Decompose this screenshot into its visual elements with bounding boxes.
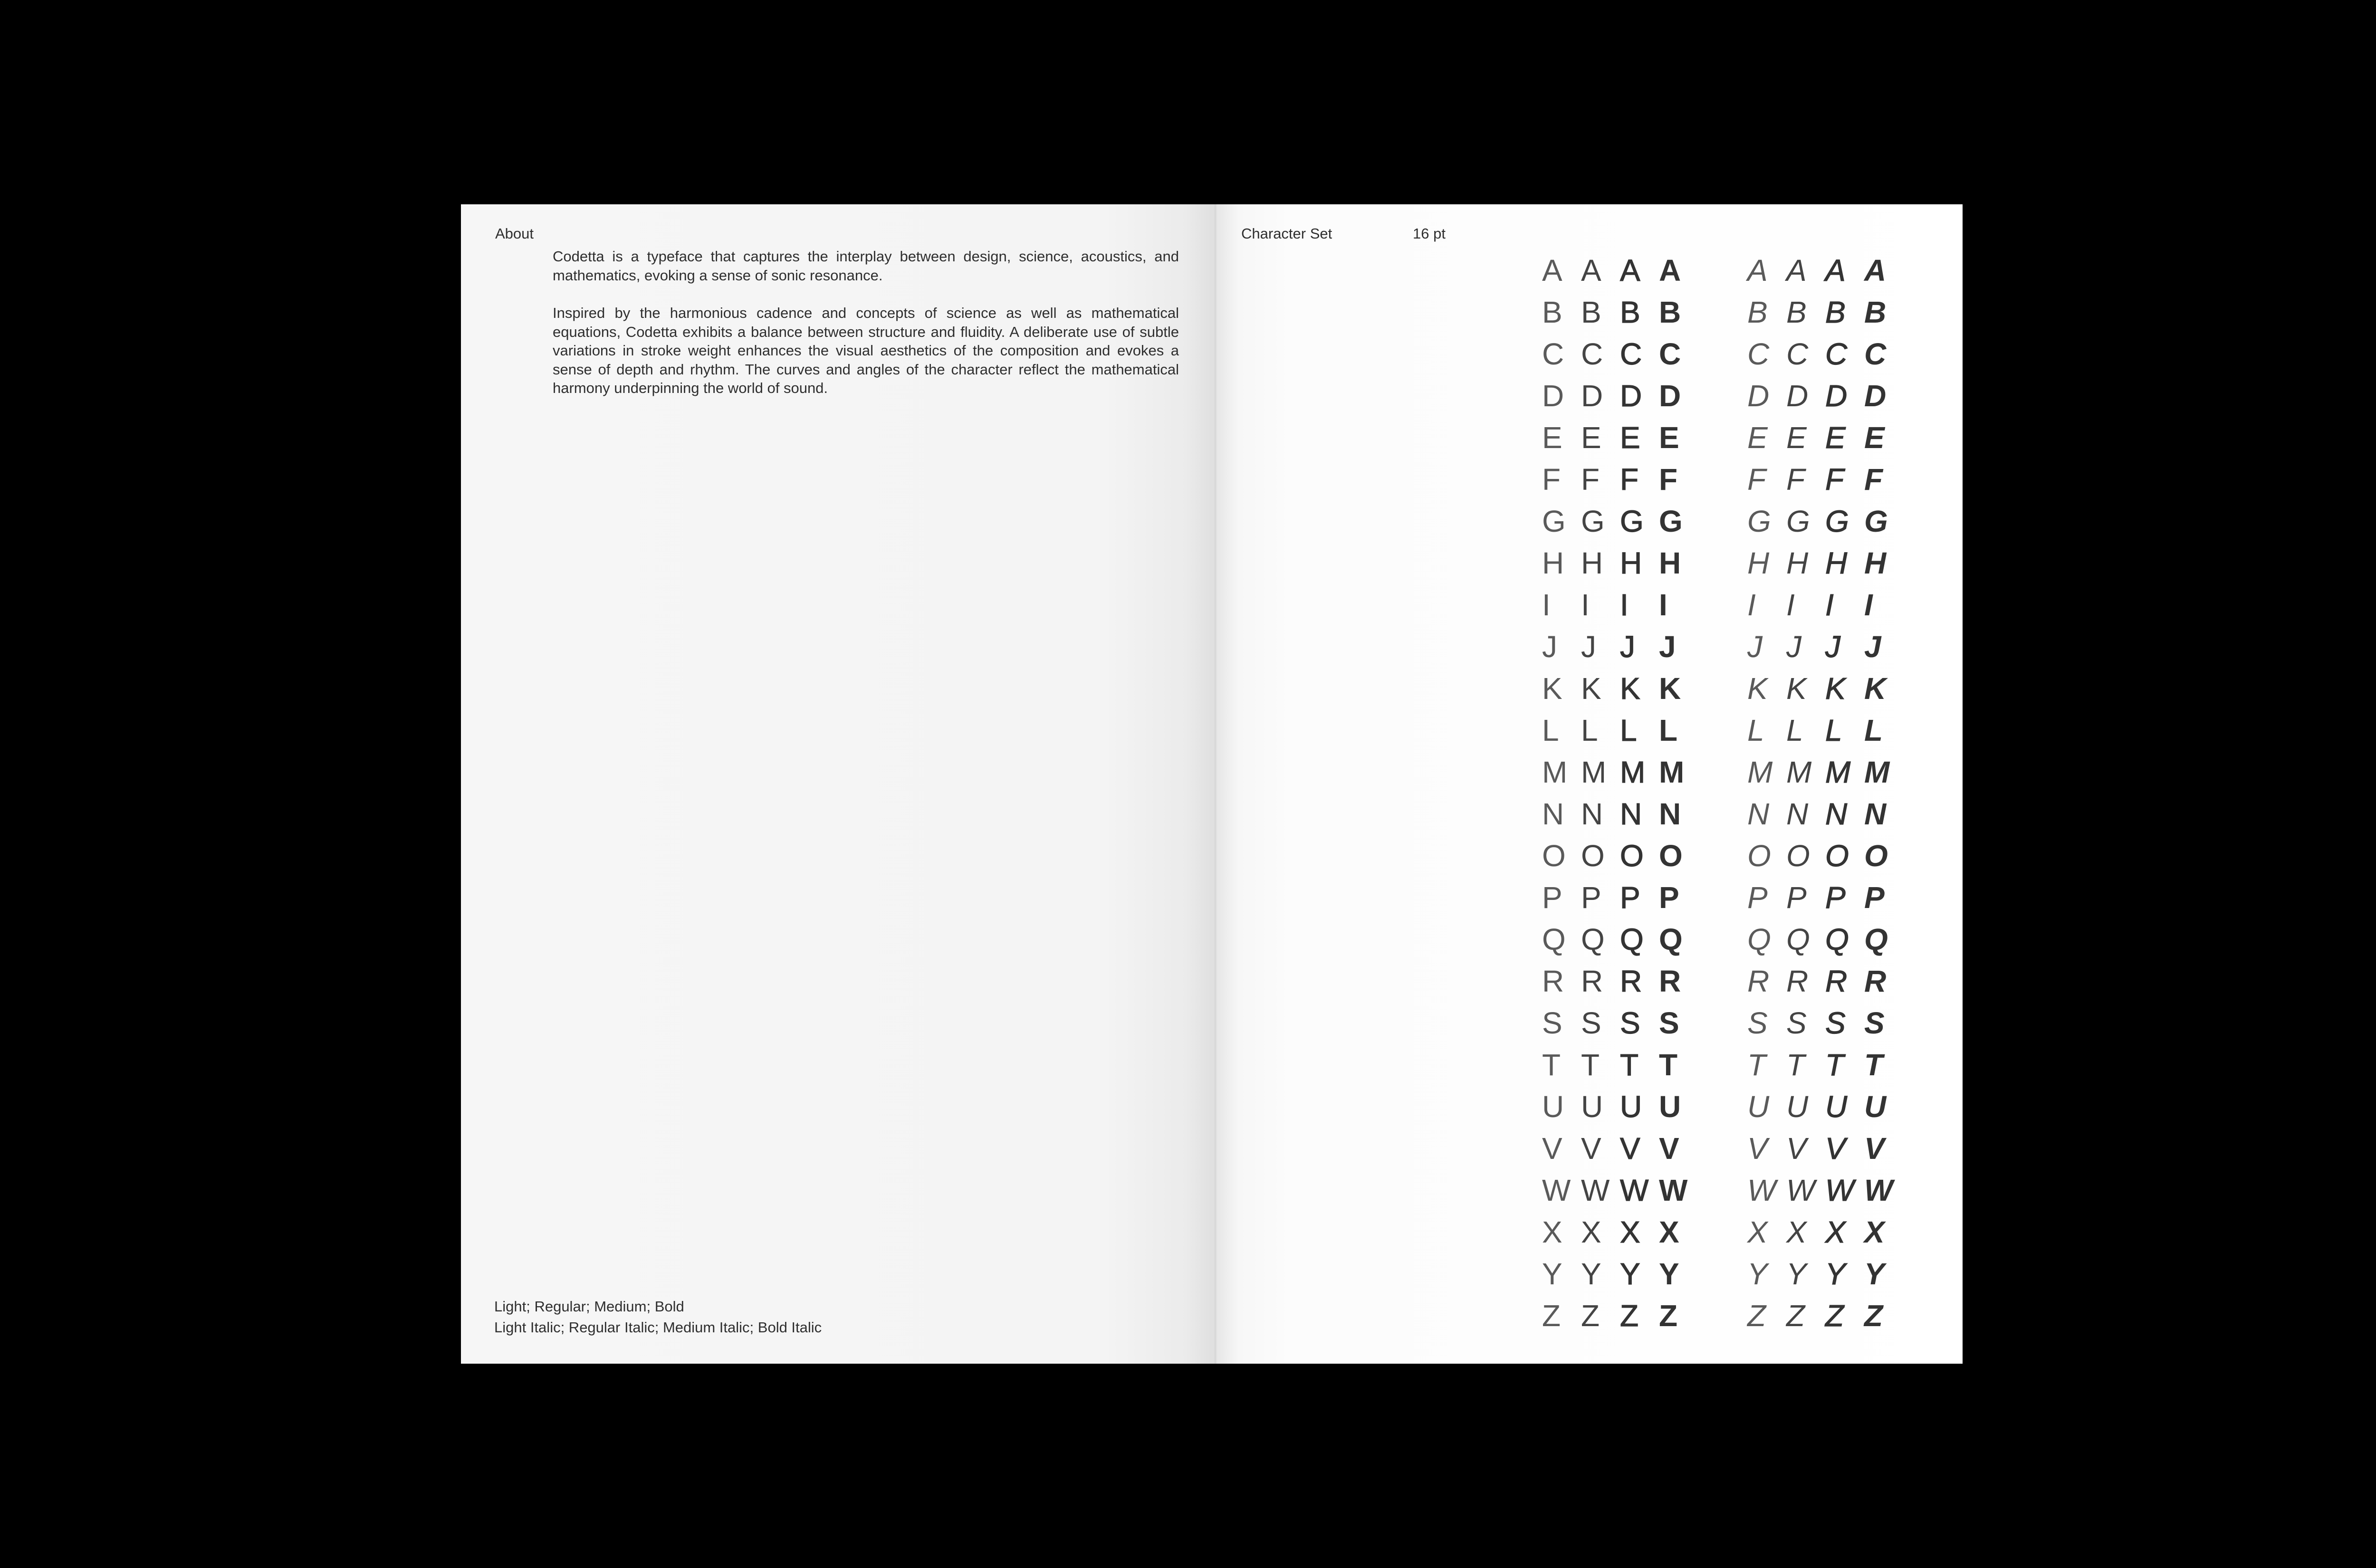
glyph-upright-regular: J <box>1581 630 1596 664</box>
glyph-italic-light: D <box>1747 379 1770 413</box>
upright-glyph-row <box>1542 1211 1698 1253</box>
glyph-italic-regular: O <box>1786 839 1810 873</box>
glyph-italic-bold: D <box>1864 379 1887 413</box>
glyph-italic-bold: N <box>1864 797 1887 831</box>
glyph-upright-light: R <box>1542 964 1564 998</box>
glyph-italic-light: R <box>1747 964 1770 998</box>
italic-glyph-row <box>1747 1253 1903 1295</box>
glyph-italic-bold: X <box>1864 1215 1885 1249</box>
glyph-upright-bold: I <box>1659 588 1667 622</box>
glyph-italic-regular: I <box>1786 588 1795 622</box>
upright-glyph-row <box>1542 1295 1698 1337</box>
glyph-italic-medium: X <box>1825 1215 1846 1249</box>
glyph-upright-regular: T <box>1581 1048 1600 1082</box>
glyph-upright-light: V <box>1542 1131 1562 1166</box>
glyph-upright-regular: L <box>1581 713 1598 747</box>
glyph-upright-medium: I <box>1620 588 1629 622</box>
glyph-italic-light: W <box>1747 1173 1776 1207</box>
glyph-upright-bold: Q <box>1659 922 1683 956</box>
glyph-italic-regular: N <box>1786 797 1809 831</box>
glyph-upright-light: N <box>1542 797 1564 831</box>
upright-glyph-row <box>1542 584 1698 626</box>
glyph-italic-medium: C <box>1825 337 1848 371</box>
glyph-upright-light: B <box>1542 295 1562 329</box>
glyph-upright-bold: D <box>1659 379 1681 413</box>
upright-glyph-row <box>1542 417 1698 459</box>
glyph-italic-medium: D <box>1825 379 1848 413</box>
glyph-upright-bold: P <box>1659 880 1679 915</box>
glyph-italic-medium: P <box>1825 880 1846 915</box>
glyph-upright-regular: A <box>1581 253 1601 287</box>
glyph-italic-medium: Q <box>1825 922 1849 956</box>
glyph-upright-medium: B <box>1620 295 1640 329</box>
glyph-italic-regular: Y <box>1786 1257 1807 1291</box>
glyph-italic-medium: O <box>1825 839 1849 873</box>
upright-glyph-row <box>1542 1044 1698 1086</box>
glyph-italic-bold: H <box>1864 546 1887 580</box>
glyph-upright-light: P <box>1542 880 1562 915</box>
glyph-upright-regular: G <box>1581 504 1605 538</box>
glyph-italic-bold: S <box>1864 1006 1885 1040</box>
italic-glyph-row <box>1747 375 1903 417</box>
glyph-upright-bold: T <box>1659 1048 1678 1082</box>
glyph-upright-bold: V <box>1659 1131 1679 1166</box>
glyph-upright-light: W <box>1542 1173 1571 1207</box>
glyph-italic-bold: Q <box>1864 922 1888 956</box>
upright-glyph-row <box>1542 835 1698 877</box>
glyph-italic-light: L <box>1747 713 1764 747</box>
upright-glyph-row <box>1542 709 1698 751</box>
glyph-upright-regular: R <box>1581 964 1603 998</box>
glyph-italic-medium: S <box>1825 1006 1846 1040</box>
glyph-upright-medium: Y <box>1620 1257 1640 1291</box>
italic-glyph-row <box>1747 249 1903 291</box>
glyph-upright-regular: U <box>1581 1090 1603 1124</box>
glyph-italic-medium: R <box>1825 964 1848 998</box>
glyph-upright-light: L <box>1542 713 1559 747</box>
glyph-italic-bold: T <box>1864 1048 1883 1082</box>
glyph-upright-medium: J <box>1620 630 1635 664</box>
glyph-upright-medium: K <box>1620 671 1640 706</box>
glyph-upright-regular: O <box>1581 839 1605 873</box>
glyph-italic-bold: I <box>1864 588 1873 622</box>
glyph-italic-medium: U <box>1825 1090 1848 1124</box>
glyph-italic-bold: M <box>1864 755 1890 789</box>
glyph-upright-regular: M <box>1581 755 1607 789</box>
upright-glyph-row <box>1542 1253 1698 1295</box>
glyph-italic-medium: E <box>1825 421 1846 455</box>
glyph-italic-regular: S <box>1786 1006 1807 1040</box>
glyph-upright-bold: J <box>1659 630 1676 664</box>
italic-glyph-row <box>1747 751 1903 793</box>
glyph-upright-light: D <box>1542 379 1564 413</box>
glyph-upright-bold: U <box>1659 1090 1681 1124</box>
glyph-italic-light: Y <box>1747 1257 1768 1291</box>
glyph-italic-regular: V <box>1786 1131 1807 1166</box>
glyph-upright-medium: E <box>1620 421 1640 455</box>
italic-glyph-row <box>1747 1002 1903 1044</box>
italic-glyph-row <box>1747 584 1903 626</box>
upright-glyph-row <box>1542 1086 1698 1128</box>
glyph-italic-medium: W <box>1825 1173 1854 1207</box>
glyph-upright-regular: F <box>1581 462 1600 497</box>
glyph-upright-regular: C <box>1581 337 1603 371</box>
glyph-upright-light: F <box>1542 462 1561 497</box>
glyph-italic-light: S <box>1747 1006 1768 1040</box>
italic-glyph-row <box>1747 291 1903 333</box>
glyph-upright-light: I <box>1542 588 1551 622</box>
glyph-upright-medium: H <box>1620 546 1642 580</box>
glyph-upright-medium: F <box>1620 462 1639 497</box>
about-text <box>553 247 1179 417</box>
glyph-upright-light: Q <box>1542 922 1566 956</box>
glyph-italic-medium: Y <box>1825 1257 1846 1291</box>
glyph-upright-light: C <box>1542 337 1564 371</box>
book-spread <box>461 204 1963 1364</box>
glyph-upright-medium: D <box>1620 379 1642 413</box>
glyph-upright-light: T <box>1542 1048 1561 1082</box>
glyph-upright-light: A <box>1542 253 1562 287</box>
glyph-upright-bold: K <box>1659 671 1681 706</box>
glyph-upright-regular: B <box>1581 295 1601 329</box>
italic-glyph-row <box>1747 1086 1903 1128</box>
glyph-upright-bold: A <box>1659 253 1681 287</box>
glyph-upright-bold: L <box>1659 713 1678 747</box>
italic-glyph-row <box>1747 877 1903 918</box>
glyph-italic-regular: C <box>1786 337 1809 371</box>
glyph-italic-bold: B <box>1864 295 1887 329</box>
glyph-italic-light: O <box>1747 839 1771 873</box>
glyph-upright-medium: G <box>1620 504 1644 538</box>
about-paragraph-2: Inspired by the harmonious cadence and concepts of science as well as mathematical equations, Codetta exhibits a balance between structure and fluidity. A deliberate use of subtle variations in stroke weight enhances the visual aesthetics of the composition and evokes a sense of depth and rhythm. The curves and angles of the character reflect the mathematical harmony underpinning the world of sound. <box>553 305 1179 396</box>
upright-glyph-row <box>1542 1169 1698 1211</box>
glyph-italic-medium: B <box>1825 295 1846 329</box>
upright-glyph-row <box>1542 333 1698 375</box>
glyph-italic-regular: Q <box>1786 922 1810 956</box>
glyph-italic-regular: J <box>1786 630 1801 664</box>
italic-glyph-row <box>1747 668 1903 709</box>
glyph-upright-regular: N <box>1581 797 1603 831</box>
glyph-italic-bold: C <box>1864 337 1887 371</box>
italic-glyph-grid <box>1747 249 1903 1337</box>
italic-glyph-row <box>1747 1211 1903 1253</box>
glyph-italic-bold: Z <box>1864 1299 1883 1333</box>
glyph-italic-regular: U <box>1786 1090 1809 1124</box>
glyph-italic-medium: Z <box>1825 1299 1844 1333</box>
glyph-italic-medium: I <box>1825 588 1834 622</box>
glyph-italic-light: B <box>1747 295 1768 329</box>
glyph-upright-medium: N <box>1620 797 1642 831</box>
glyph-italic-light: C <box>1747 337 1770 371</box>
glyph-upright-bold: Y <box>1659 1257 1679 1291</box>
glyph-italic-regular: R <box>1786 964 1809 998</box>
glyph-upright-regular: W <box>1581 1173 1610 1207</box>
glyph-upright-regular: Z <box>1581 1299 1600 1333</box>
upright-glyph-row <box>1542 918 1698 960</box>
glyph-upright-light: J <box>1542 630 1557 664</box>
glyph-italic-regular: A <box>1786 253 1807 287</box>
glyph-upright-regular: K <box>1581 671 1601 706</box>
glyph-upright-regular: X <box>1581 1215 1601 1249</box>
italic-glyph-row <box>1747 793 1903 835</box>
glyph-upright-bold: W <box>1659 1173 1688 1207</box>
glyph-italic-light: E <box>1747 421 1768 455</box>
glyph-upright-bold: H <box>1659 546 1681 580</box>
glyph-upright-medium: C <box>1620 337 1642 371</box>
upright-glyph-row <box>1542 751 1698 793</box>
glyph-italic-bold: L <box>1864 713 1883 747</box>
glyph-upright-medium: V <box>1620 1131 1640 1166</box>
glyph-italic-bold: A <box>1864 253 1887 287</box>
glyph-italic-regular: P <box>1786 880 1807 915</box>
glyph-italic-light: N <box>1747 797 1770 831</box>
italic-glyph-row <box>1747 1295 1903 1337</box>
glyph-italic-medium: J <box>1825 630 1840 664</box>
upright-glyph-row <box>1542 668 1698 709</box>
glyph-upright-regular: D <box>1581 379 1603 413</box>
glyph-italic-medium: N <box>1825 797 1848 831</box>
glyph-italic-regular: T <box>1786 1048 1805 1082</box>
upright-glyph-row <box>1542 626 1698 668</box>
italic-glyph-row <box>1747 500 1903 542</box>
glyph-italic-medium: A <box>1825 253 1846 287</box>
glyph-upright-bold: B <box>1659 295 1681 329</box>
italic-glyph-row <box>1747 709 1903 751</box>
glyph-upright-bold: O <box>1659 839 1683 873</box>
glyph-italic-bold: V <box>1864 1131 1885 1166</box>
glyph-italic-light: X <box>1747 1215 1768 1249</box>
glyph-upright-light: H <box>1542 546 1564 580</box>
glyph-italic-medium: L <box>1825 713 1842 747</box>
upright-glyph-row <box>1542 459 1698 500</box>
italic-glyph-row <box>1747 1169 1903 1211</box>
glyph-upright-medium: Z <box>1620 1299 1639 1333</box>
glyph-upright-bold: M <box>1659 755 1685 789</box>
glyph-upright-bold: X <box>1659 1215 1679 1249</box>
glyph-italic-medium: T <box>1825 1048 1844 1082</box>
italic-glyph-row <box>1747 960 1903 1002</box>
glyph-upright-light: O <box>1542 839 1566 873</box>
upright-glyph-row <box>1542 877 1698 918</box>
about-label: About <box>495 225 534 242</box>
upright-glyph-row <box>1542 793 1698 835</box>
upright-glyph-row <box>1542 1002 1698 1044</box>
glyph-italic-light: P <box>1747 880 1768 915</box>
glyph-upright-medium: U <box>1620 1090 1642 1124</box>
glyph-italic-regular: D <box>1786 379 1809 413</box>
glyph-italic-regular: H <box>1786 546 1809 580</box>
glyph-upright-regular: I <box>1581 588 1590 622</box>
glyph-upright-medium: W <box>1620 1173 1649 1207</box>
upright-glyph-row <box>1542 960 1698 1002</box>
upright-glyph-row <box>1542 291 1698 333</box>
glyph-upright-light: G <box>1542 504 1566 538</box>
glyph-italic-bold: O <box>1864 839 1888 873</box>
glyph-italic-bold: G <box>1864 504 1888 538</box>
glyph-upright-regular: Y <box>1581 1257 1601 1291</box>
glyph-upright-regular: P <box>1581 880 1601 915</box>
italic-glyph-row <box>1747 1128 1903 1169</box>
italic-glyph-row <box>1747 333 1903 375</box>
italic-glyph-row <box>1747 459 1903 500</box>
glyph-italic-regular: E <box>1786 421 1807 455</box>
glyph-upright-medium: O <box>1620 839 1644 873</box>
upright-glyph-row <box>1542 375 1698 417</box>
upright-glyph-row <box>1542 249 1698 291</box>
glyph-italic-light: T <box>1747 1048 1766 1082</box>
glyph-italic-regular: M <box>1786 755 1812 789</box>
style-list-italic: Light Italic; Regular Italic; Medium Italic; Bold Italic <box>494 1319 822 1336</box>
glyph-upright-bold: Z <box>1659 1299 1678 1333</box>
point-size-label: 16 pt <box>1413 225 1446 242</box>
glyph-upright-medium: M <box>1620 755 1646 789</box>
glyph-italic-light: M <box>1747 755 1773 789</box>
italic-glyph-row <box>1747 918 1903 960</box>
glyph-italic-bold: F <box>1864 462 1883 497</box>
glyph-upright-bold: N <box>1659 797 1681 831</box>
glyph-upright-light: K <box>1542 671 1562 706</box>
glyph-upright-medium: T <box>1620 1048 1639 1082</box>
glyph-italic-bold: W <box>1864 1173 1893 1207</box>
glyph-upright-light: Y <box>1542 1257 1562 1291</box>
glyph-italic-regular: F <box>1786 462 1805 497</box>
glyph-upright-medium: Q <box>1620 922 1644 956</box>
glyph-upright-regular: H <box>1581 546 1603 580</box>
character-set-label: Character Set <box>1241 225 1332 242</box>
glyph-italic-light: H <box>1747 546 1770 580</box>
glyph-upright-regular: Q <box>1581 922 1605 956</box>
glyph-italic-regular: Z <box>1786 1299 1805 1333</box>
left-page <box>461 204 1217 1364</box>
glyph-italic-light: A <box>1747 253 1768 287</box>
glyph-italic-light: Z <box>1747 1299 1766 1333</box>
glyph-italic-regular: G <box>1786 504 1810 538</box>
glyph-italic-regular: L <box>1786 713 1803 747</box>
italic-glyph-row <box>1747 626 1903 668</box>
glyph-upright-bold: S <box>1659 1006 1679 1040</box>
glyph-upright-medium: S <box>1620 1006 1640 1040</box>
right-page <box>1217 204 1963 1364</box>
upright-glyph-row <box>1542 500 1698 542</box>
upright-glyph-row <box>1542 542 1698 584</box>
glyph-upright-bold: F <box>1659 462 1678 497</box>
glyph-italic-light: F <box>1747 462 1766 497</box>
glyph-upright-light: E <box>1542 421 1562 455</box>
glyph-italic-medium: V <box>1825 1131 1846 1166</box>
glyph-italic-medium: K <box>1825 671 1846 706</box>
glyph-upright-medium: A <box>1620 253 1640 287</box>
glyph-italic-regular: W <box>1786 1173 1815 1207</box>
upright-glyph-row <box>1542 1128 1698 1169</box>
glyph-upright-light: U <box>1542 1090 1564 1124</box>
glyph-italic-bold: Y <box>1864 1257 1885 1291</box>
glyph-upright-regular: V <box>1581 1131 1601 1166</box>
glyph-upright-medium: X <box>1620 1215 1640 1249</box>
glyph-italic-bold: P <box>1864 880 1885 915</box>
glyph-italic-light: G <box>1747 504 1771 538</box>
glyph-upright-medium: L <box>1620 713 1637 747</box>
glyph-upright-light: S <box>1542 1006 1562 1040</box>
glyph-italic-bold: J <box>1864 630 1881 664</box>
glyph-upright-medium: R <box>1620 964 1642 998</box>
italic-glyph-row <box>1747 835 1903 877</box>
glyph-italic-medium: G <box>1825 504 1849 538</box>
glyph-upright-bold: E <box>1659 421 1679 455</box>
upright-glyph-grid <box>1542 249 1698 1337</box>
glyph-upright-bold: R <box>1659 964 1681 998</box>
glyph-italic-bold: E <box>1864 421 1885 455</box>
glyph-italic-bold: U <box>1864 1090 1887 1124</box>
glyph-upright-medium: P <box>1620 880 1640 915</box>
glyph-upright-light: X <box>1542 1215 1562 1249</box>
glyph-italic-bold: R <box>1864 964 1887 998</box>
glyph-italic-medium: F <box>1825 462 1844 497</box>
glyph-upright-bold: G <box>1659 504 1683 538</box>
glyph-upright-bold: C <box>1659 337 1681 371</box>
glyph-italic-medium: M <box>1825 755 1851 789</box>
glyph-italic-regular: K <box>1786 671 1807 706</box>
glyph-italic-light: Q <box>1747 922 1771 956</box>
glyph-italic-light: K <box>1747 671 1768 706</box>
glyph-upright-regular: S <box>1581 1006 1601 1040</box>
italic-glyph-row <box>1747 1044 1903 1086</box>
glyph-italic-medium: H <box>1825 546 1848 580</box>
glyph-upright-regular: E <box>1581 421 1601 455</box>
glyph-italic-light: V <box>1747 1131 1768 1166</box>
style-list <box>494 1296 822 1338</box>
glyph-italic-light: I <box>1747 588 1756 622</box>
about-paragraph-1: Codetta is a typeface that captures the interplay between design, science, acoustics, and mathematics, evoking a sense of sonic resonance. <box>553 248 1179 284</box>
glyph-upright-light: M <box>1542 755 1568 789</box>
glyph-italic-regular: B <box>1786 295 1807 329</box>
glyph-upright-light: Z <box>1542 1299 1561 1333</box>
glyph-italic-light: U <box>1747 1090 1770 1124</box>
style-list-upright: Light; Regular; Medium; Bold <box>494 1298 684 1315</box>
glyph-italic-light: J <box>1747 630 1763 664</box>
italic-glyph-row <box>1747 542 1903 584</box>
italic-glyph-row <box>1747 417 1903 459</box>
glyph-italic-bold: K <box>1864 671 1887 706</box>
glyph-italic-regular: X <box>1786 1215 1807 1249</box>
